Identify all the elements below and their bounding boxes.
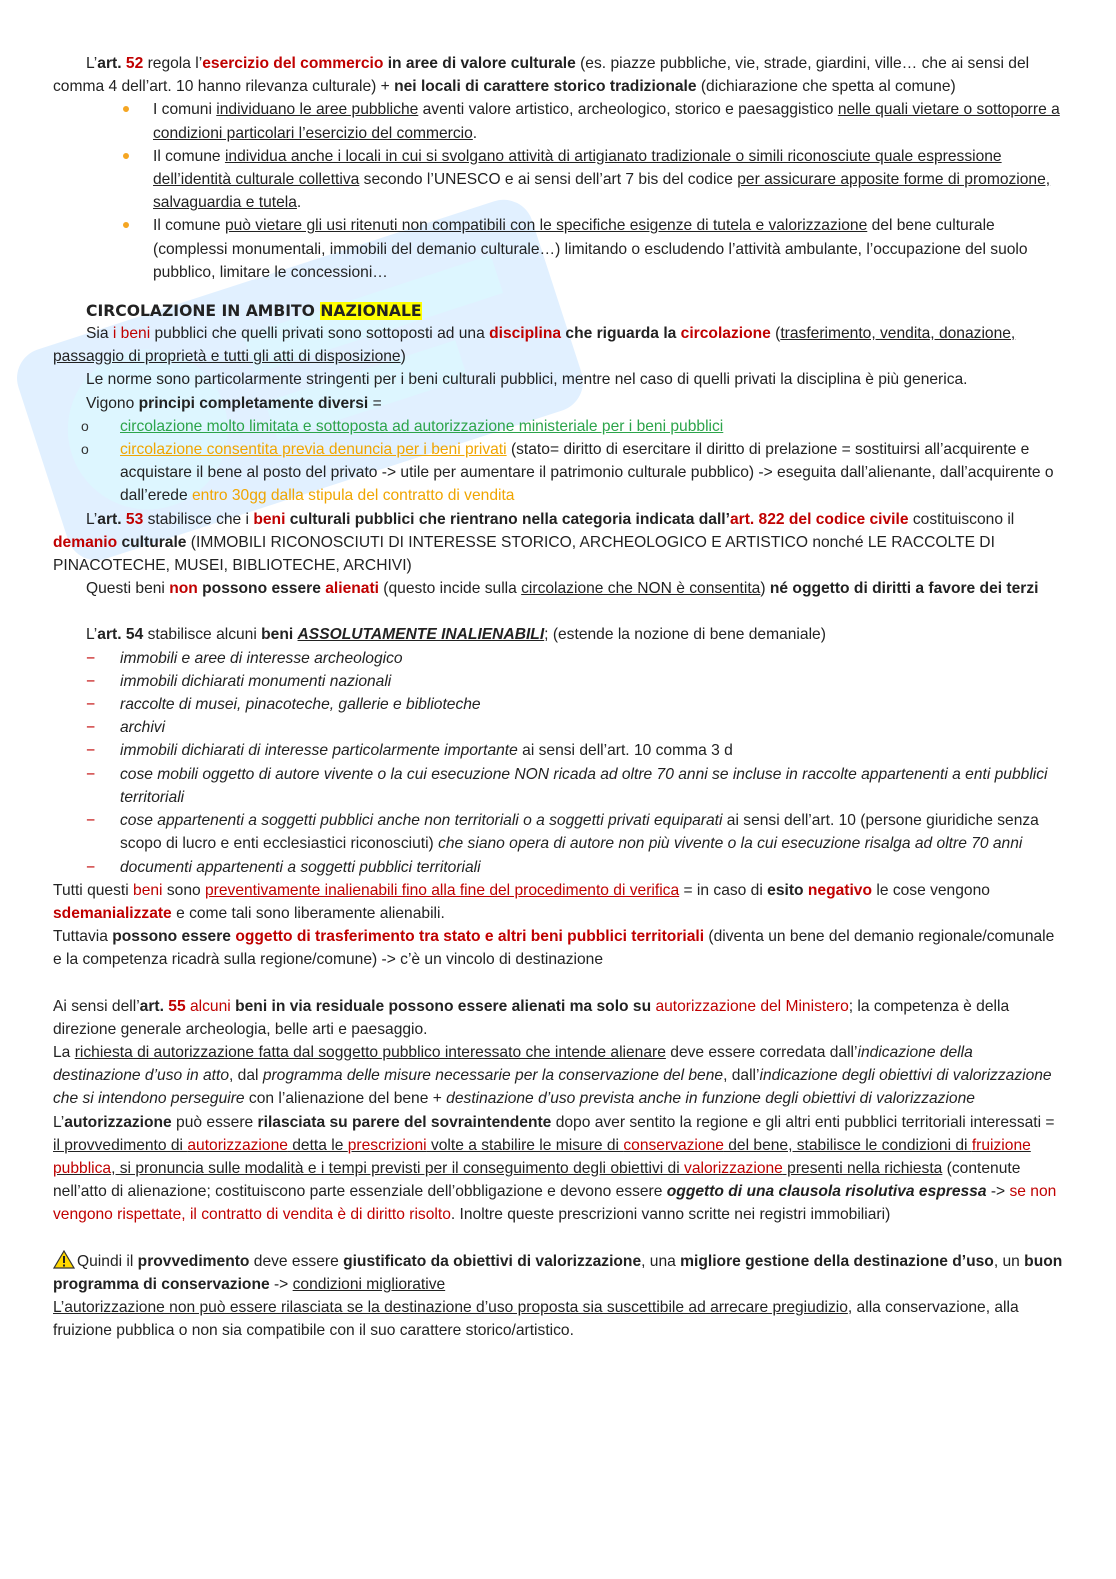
list-item: − immobili dichiarati di interesse particolarmente importante ai sensi dell’art. 10 comma 3 d (120, 739, 1063, 762)
principi-list (53, 415, 1063, 508)
warning-icon (53, 1250, 75, 1269)
richiesta-paragraph: La richiesta di autorizzazione fatta dal soggetto pubblico interessato che intende alienare deve essere corredata dall’indicazione della destinazione d’uso in atto, dal programma delle misure necessarie per la conservazione del bene, dall’indicazione degli obiettivi di valorizzazione che si intendono perseguire con l’alienazione del bene + destinazione d’uso prevista anche in funzione degli obiettivi di valorizzazione (53, 1043, 1052, 1108)
tutti-paragraph: Tutti questi beni sono preventivamente inalienabili fino alla fine del procedimento di verifica = in caso di esito negativo le cose vengono sdemanializzate e come tali sono liberamente alienabili. (53, 881, 990, 922)
art54-list (53, 647, 1063, 879)
section-heading: CIRCOLAZIONE IN AMBITO NAZIONALE (86, 302, 422, 321)
circolazione-paragraph: Sia i beni pubblici che quelli privati sono sottoposti ad una disciplina che riguarda la circolazione (trasferimento, vendita, donazione, passaggio di proprietà e tutti gli atti di disposizione) (53, 325, 1016, 366)
quindi-paragraph: Quindi il provvedimento deve essere giustificato da obiettivi di valorizzazione, una migliore gestione della destinazione d’uso, un buon programma di conservazione -> condizioni migliorative (53, 1250, 1063, 1296)
list-item: − archivi (120, 716, 1063, 739)
list-item: Il comune può vietare gli usi ritenuti non compatibili con le specifiche esigenze di tutela e valorizzazione del bene culturale (complessi monumentali, immobili del demanio culturale…) limitando o escludendo l’attività ambulante, l’occupazione del suolo pubblico, limitare le concessioni… (153, 214, 1063, 284)
art54-paragraph: L’art. 54 stabilisce alcuni beni ASSOLUTAMENTE INALIENABILI; (estende la nozione di bene demaniale) (86, 626, 826, 644)
list-item: Il comune individua anche i locali in cui si svolgano attività di artigianato tradizionale o simili riconosciute quale espressione dell’identità culturale collettiva secondo l’UNESCO e ai sensi dell’art 7 bis del codice per assicurare apposite forme di promozione, salvaguardia e tutela. (153, 145, 1063, 215)
inalienabili-paragraph: Questi beni non possono essere alienati (questo incide sulla circolazione che NON è consentita) né oggetto di diritti a favore dei terzi (86, 580, 1039, 598)
art52-paragraph: L’art. 52 regola l’esercizio del commercio in aree di valore culturale (es. piazze pubbliche, vie, strade, giardini, ville… che ai sensi del comma 4 dell’art. 10 hanno rilevanza culturale) + nei locali di carattere storico tradizionale (dichiarazione che spetta al comune) (53, 55, 1030, 96)
art53-paragraph: L’art. 53 stabilisce che i beni culturali pubblici che rientrano nella categoria indicata dall’art. 822 del codice civile costituiscono il demanio culturale (IMMOBILI RICONOSCIUTI DI INTERESSE STORICO, ARCHEOLOGICO E ARTISTICO nonché LE RACCOLTE DI PINACOTECHE, MUSEI, BIBLIOTECHE, ARCHIVI) (53, 510, 1015, 575)
principi-paragraph: Vigono principi completamente diversi = (86, 394, 382, 412)
list-item: − immobili e aree di interesse archeologico (120, 647, 1063, 670)
art55-paragraph: Ai sensi dell’art. 55 alcuni beni in via residuale possono essere alienati ma solo su autorizzazione del Ministero; la competenza è della direzione generale archeologia, belle arti e paesaggio. (53, 997, 1010, 1038)
tuttavia-paragraph: Tuttavia possono essere oggetto di trasferimento tra stato e altri beni pubblici territoriali (diventa un bene del demanio regionale/comunale e la competenza ricadrà sulla regione/comune) -> c’è un vincolo di destinazione (53, 928, 1055, 969)
list-item: − immobili dichiarati monumenti nazionali (120, 670, 1063, 693)
norme-paragraph: Le norme sono particolarmente stringenti per i beni culturali pubblici, mentre nel caso di quelli privati la disciplina è più generica. (86, 371, 968, 389)
conclusione-paragraph: L’autorizzazione non può essere rilasciata se la destinazione d’uso proposta sia suscettibile ad arrecare pregiudizio, alla conservazione, alla fruizione pubblica o non sia compatibile con il suo carattere storico/artistico. (53, 1298, 1019, 1340)
list-item: I comuni individuano le aree pubbliche aventi valore artistico, archeologico, storico e paesaggistico nelle quali vietare o sottoporre a condizioni particolari l’esercizio del commercio. (153, 98, 1063, 144)
document-page (53, 52, 1063, 1342)
list-item: o circolazione molto limitata e sottoposta ad autorizzazione ministeriale per i beni pubblici (120, 415, 1063, 438)
list-item: − cose mobili oggetto di autore vivente o la cui esecuzione NON ricada ad oltre 70 anni se incluse in raccolte appartenenti a enti pubblici territoriali (120, 763, 1063, 809)
list-item: − cose appartenenti a soggetti pubblici anche non territoriali o a soggetti privati equiparati ai sensi dell’art. 10 (persone giuridiche senza scopo di lucro e enti ecclesiastici riconosciuti) che siano opera di autore non più vivente o la cui esecuzione risalga ad oltre 70 anni (120, 809, 1063, 855)
list-item: − documenti appartenenti a soggetti pubblici territoriali (120, 856, 1063, 879)
autorizzazione-paragraph: L’autorizzazione può essere rilasciata su parere del sovraintendente dopo aver sentito la regione e gli altri enti pubblici territoriali interessati = il provvedimento di autorizzazione detta le prescrizioni volte a stabilire le misure di conservazione del bene, stabilisce le condizioni di fruizione pubblica, si pronuncia sulle modalità e i tempi previsti per il conseguimento degli obiettivi di valorizzazione presenti nella richiesta (contenute nell’atto di alienazione; costituiscono parte essenziale dell’obbligazione e devono essere oggetto di una clausola risolutiva espressa -> se non vengono rispettate, il contratto di vendita è di diritto risolto. Inoltre queste prescrizioni vanno scritte nei registri immobiliari) (53, 1113, 1057, 1224)
art52-bullets (53, 98, 1063, 284)
list-item: − raccolte di musei, pinacoteche, gallerie e biblioteche (120, 693, 1063, 716)
list-item: o circolazione consentita previa denuncia per i beni privati (stato= diritto di esercitare il diritto di prelazione = sostituirsi all’acquirente e acquistare il bene al posto del privato -> utile per aumentare il patrimonio culturale pubblico) -> eseguita dall’alienante, dall’acquirente o dall’erede entro 30gg dalla stipula del contratto di vendita (120, 438, 1063, 508)
